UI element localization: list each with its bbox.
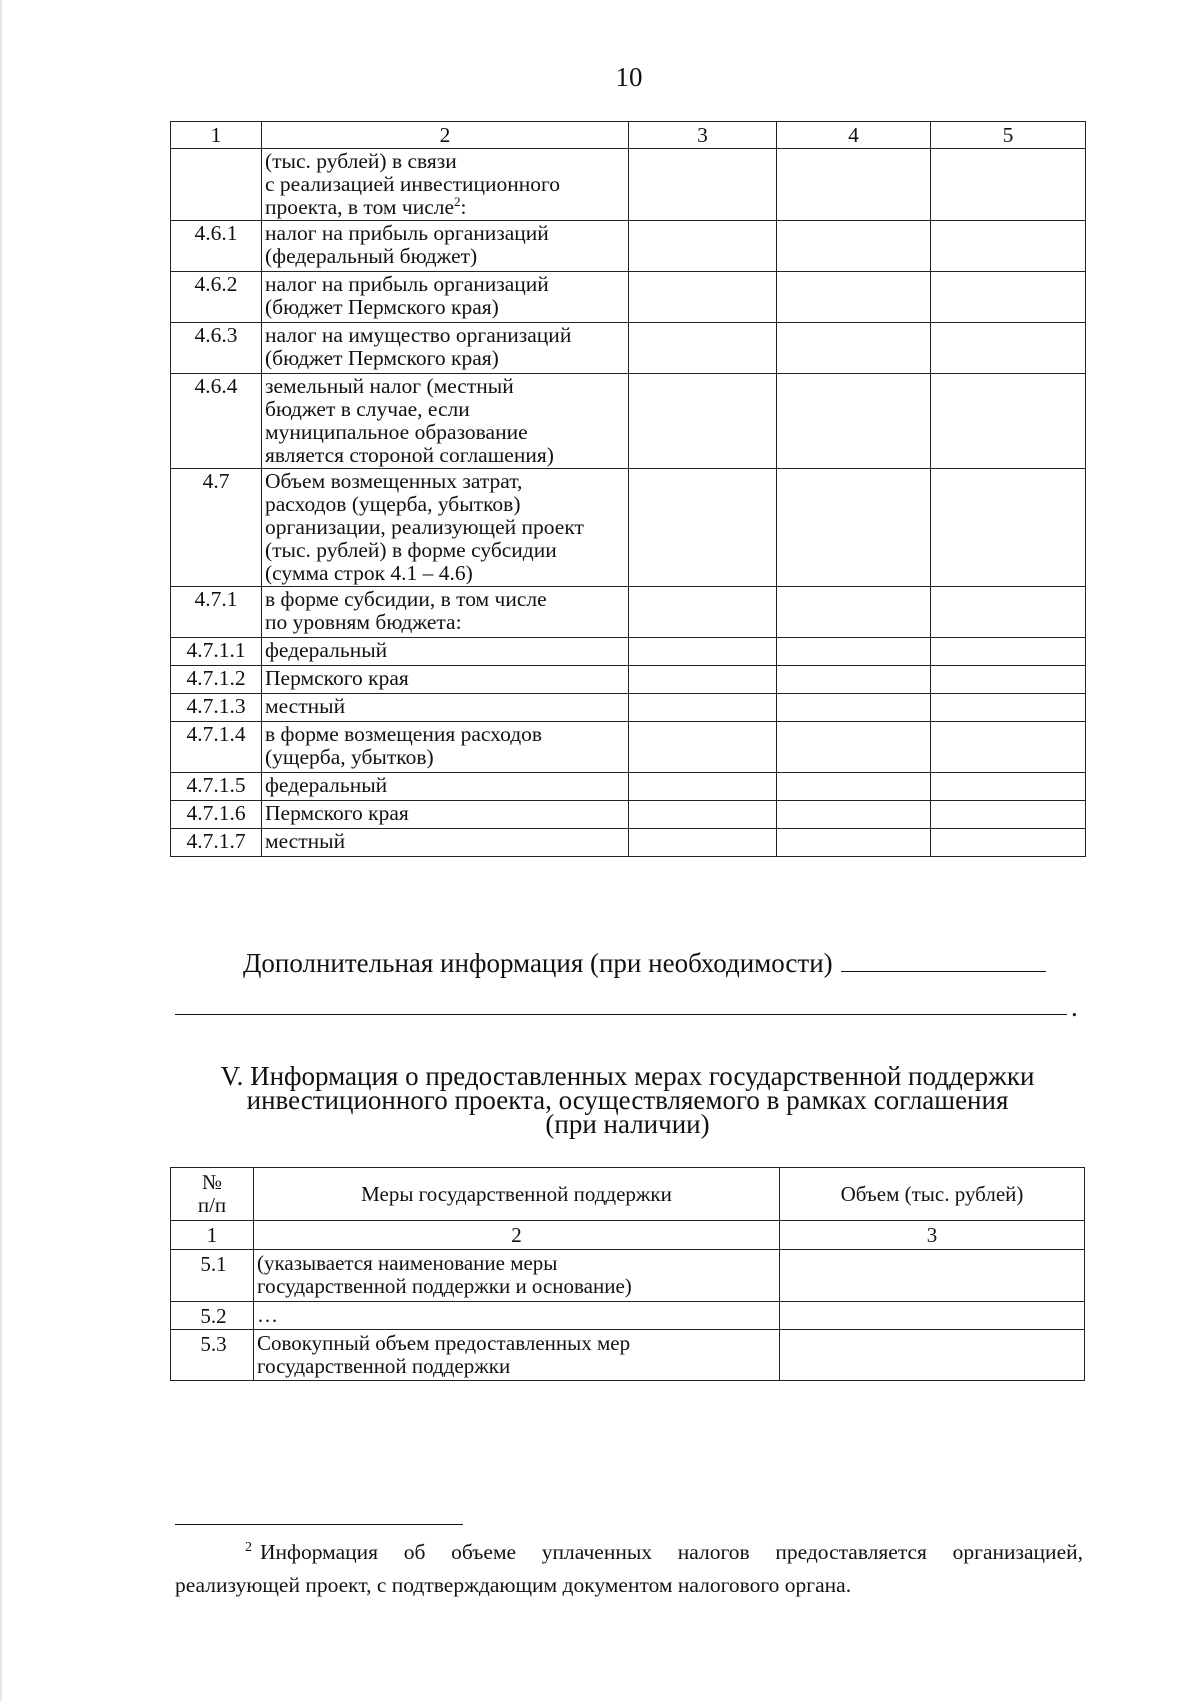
text-line: (федеральный бюджет)	[265, 244, 478, 268]
table-row	[171, 1302, 1085, 1330]
table-row	[171, 1330, 1085, 1381]
value-cell-col3[interactable]	[629, 374, 777, 469]
text-line: Совокупный объем предоставленных мер	[257, 1331, 631, 1355]
row-number: 4.7	[171, 469, 262, 587]
row-number: 4.7.1.1	[171, 638, 262, 666]
header-num-cell	[171, 1168, 254, 1221]
column-header: 2	[262, 122, 629, 149]
text-tail: проекта, в том числе	[265, 195, 455, 219]
indicators-table	[170, 121, 1086, 857]
table-row	[171, 374, 1086, 469]
row-description	[262, 323, 629, 374]
value-cell-col5[interactable]	[931, 801, 1086, 829]
row-number: 4.6.2	[171, 272, 262, 323]
text-line: государственной поддержки	[257, 1354, 511, 1378]
text-line: Объем возмещенных затрат,	[265, 469, 523, 493]
value-cell-col4[interactable]	[777, 323, 931, 374]
text-line: (ущерба, убытков)	[265, 745, 434, 769]
table-row	[171, 773, 1086, 801]
additional-info-label: Дополнительная информация (при необходимости)	[243, 948, 833, 978]
row-description	[262, 587, 629, 638]
row-description	[262, 374, 629, 469]
column-index: 1	[171, 1221, 254, 1250]
row-number: 5.1	[171, 1250, 254, 1302]
row-description	[262, 272, 629, 323]
value-cell-col4[interactable]	[777, 773, 931, 801]
row-number: 4.7.1.3	[171, 694, 262, 722]
value-cell-col5[interactable]	[931, 722, 1086, 773]
text-line: федеральный	[265, 638, 388, 662]
value-cell-col3[interactable]	[629, 638, 777, 666]
value-cell-col4[interactable]	[777, 801, 931, 829]
row-number: 4.7.1.4	[171, 722, 262, 773]
value-cell-col3[interactable]	[629, 722, 777, 773]
value-cell-col4[interactable]	[777, 638, 931, 666]
value-cell-col5[interactable]	[931, 666, 1086, 694]
row-description	[262, 638, 629, 666]
value-cell-col4[interactable]	[777, 829, 931, 857]
value-cell-col3[interactable]	[629, 666, 777, 694]
text-line: налог на прибыль организаций	[265, 272, 549, 296]
value-cell-col5[interactable]	[931, 829, 1086, 857]
text-line: в форме возмещения расходов	[265, 722, 543, 746]
row-number: 5.2	[171, 1302, 254, 1330]
footnote	[175, 1536, 1083, 1602]
text-line: земельный налог (местный	[265, 374, 514, 398]
row-number	[171, 149, 262, 221]
footnote-marker: 2	[245, 1539, 252, 1555]
value-cell-col4[interactable]	[777, 469, 931, 587]
row-number: 4.7.1.5	[171, 773, 262, 801]
value-cell-col3[interactable]	[629, 221, 777, 272]
value-cell-col3[interactable]	[629, 773, 777, 801]
row-description	[262, 221, 629, 272]
value-cell-col4[interactable]	[777, 694, 931, 722]
support-measures-body	[171, 1250, 1085, 1381]
additional-info-blank-line[interactable]	[175, 1014, 1067, 1015]
text-line: (указывается наименование меры	[257, 1251, 558, 1275]
scan-edge	[0, 0, 2, 1701]
row-description	[262, 666, 629, 694]
table-index-row	[171, 1221, 1085, 1250]
heading-line: (при наличии)	[545, 1109, 710, 1139]
value-cell-col5[interactable]	[931, 587, 1086, 638]
value-cell-col3[interactable]	[629, 694, 777, 722]
text-line: государственной поддержки и основание)	[257, 1274, 632, 1298]
row-number: 4.6.4	[171, 374, 262, 469]
value-cell-col3[interactable]	[629, 149, 777, 221]
value-cell-col5[interactable]	[931, 323, 1086, 374]
text-line: налог на имущество организаций	[265, 323, 572, 347]
header-num: №	[201, 1170, 223, 1194]
value-cell-col4[interactable]	[777, 221, 931, 272]
row-number: 5.3	[171, 1330, 254, 1381]
support-measures-table	[170, 1167, 1085, 1381]
table-row	[171, 829, 1086, 857]
row-number: 4.6.1	[171, 221, 262, 272]
text-line: по уровням бюджета:	[265, 610, 462, 634]
text-line: налог на прибыль организаций	[265, 221, 549, 245]
column-header: 1	[171, 122, 262, 149]
value-cell-col5[interactable]	[931, 638, 1086, 666]
table-row	[171, 323, 1086, 374]
text-line: муниципальное образование	[265, 420, 528, 444]
text-line: Пермского края	[265, 666, 409, 690]
heading-line: инвестиционного проекта, осуществляемого в рамках соглашения	[246, 1085, 1009, 1115]
text-line: (бюджет Пермского края)	[265, 346, 499, 370]
text-line: (сумма строк 4.1 – 4.6)	[265, 561, 473, 585]
table-header-row	[171, 122, 1086, 149]
column-index: 2	[254, 1221, 780, 1250]
row-number: 4.7.1	[171, 587, 262, 638]
table-row	[171, 149, 1086, 221]
text-end: :	[460, 195, 467, 219]
row-description	[254, 1330, 780, 1381]
value-cell-col3[interactable]	[629, 272, 777, 323]
row-description	[262, 722, 629, 773]
volume-cell[interactable]	[780, 1330, 1085, 1381]
table-row	[171, 587, 1086, 638]
indicators-table-body	[171, 149, 1086, 857]
row-number: 4.7.1.2	[171, 666, 262, 694]
header-volume: Объем (тыс. рублей)	[780, 1168, 1085, 1221]
header-pp: п/п	[197, 1193, 227, 1217]
row-description	[262, 149, 629, 221]
row-description	[262, 694, 629, 722]
row-description	[262, 801, 629, 829]
header-measures: Меры государственной поддержки	[254, 1168, 780, 1221]
value-cell-col5[interactable]	[931, 694, 1086, 722]
value-cell-col5[interactable]	[931, 221, 1086, 272]
volume-cell[interactable]	[780, 1250, 1085, 1302]
text-line: организации, реализующей проект	[265, 515, 584, 539]
table-row	[171, 694, 1086, 722]
text-line: местный	[265, 694, 346, 718]
line-end-dot: .	[1071, 992, 1078, 1022]
value-cell-col5[interactable]	[931, 149, 1086, 221]
text-line: бюджет в случае, если	[265, 397, 470, 421]
table-row	[171, 666, 1086, 694]
value-cell-col3[interactable]	[629, 469, 777, 587]
column-index: 3	[780, 1221, 1085, 1250]
value-cell-col3[interactable]	[629, 829, 777, 857]
text-line: (бюджет Пермского края)	[265, 295, 499, 319]
text-line: является стороной соглашения)	[265, 443, 554, 467]
table-row	[171, 1250, 1085, 1302]
footnote-rule	[175, 1524, 463, 1525]
table-row	[171, 221, 1086, 272]
row-number: 4.7.1.6	[171, 801, 262, 829]
footnote-text: Информация об объеме уплаченных налогов предоставляется организацией, реализующей проект, с подтверждающим документом налогового органа.	[175, 1540, 1083, 1597]
value-cell-col4[interactable]	[777, 666, 931, 694]
table-row	[171, 272, 1086, 323]
value-cell-col3[interactable]	[629, 801, 777, 829]
value-cell-col5[interactable]	[931, 773, 1086, 801]
table-row	[171, 801, 1086, 829]
row-number: 4.6.3	[171, 323, 262, 374]
value-cell-col4[interactable]	[777, 149, 931, 221]
column-header: 5	[931, 122, 1086, 149]
row-description	[262, 469, 629, 587]
additional-info-blank[interactable]	[841, 949, 1046, 972]
page-number: 10	[615, 62, 643, 92]
value-cell-col4[interactable]	[777, 272, 931, 323]
row-description	[254, 1250, 780, 1302]
footnote-ref: 2	[454, 193, 461, 209]
section-5-heading	[170, 1061, 1085, 1139]
value-cell-col5[interactable]	[931, 374, 1086, 469]
text-line: федеральный	[265, 773, 388, 797]
table-row	[171, 722, 1086, 773]
volume-cell[interactable]	[780, 1302, 1085, 1330]
table-header-row	[171, 1168, 1085, 1221]
value-cell-col3[interactable]	[629, 587, 777, 638]
value-cell-col4[interactable]	[777, 374, 931, 469]
value-cell-col3[interactable]	[629, 323, 777, 374]
additional-info-line	[243, 948, 1046, 979]
text-line: расходов (ущерба, убытков)	[265, 492, 521, 516]
column-header: 3	[629, 122, 777, 149]
row-description	[254, 1302, 780, 1330]
row-number: 4.7.1.7	[171, 829, 262, 857]
value-cell-col4[interactable]	[777, 722, 931, 773]
row-description	[262, 773, 629, 801]
text-line: (тыс. рублей) в форме субсидии	[265, 538, 557, 562]
table-row	[171, 469, 1086, 587]
text-line: Пермского края	[265, 801, 409, 825]
value-cell-col4[interactable]	[777, 587, 931, 638]
text-line: с реализацией инвестиционного	[265, 172, 561, 196]
value-cell-col5[interactable]	[931, 469, 1086, 587]
table-row	[171, 638, 1086, 666]
text-line: (тыс. рублей) в связи	[265, 149, 457, 173]
value-cell-col5[interactable]	[931, 272, 1086, 323]
row-description	[262, 829, 629, 857]
text-line: …	[257, 1303, 278, 1327]
text-line: местный	[265, 829, 346, 853]
text-line	[265, 193, 628, 219]
heading-line: V. Информация о предоставленных мерах государственной поддержки	[220, 1061, 1035, 1091]
column-header: 4	[777, 122, 931, 149]
text-line: в форме субсидии, в том числе	[265, 587, 547, 611]
